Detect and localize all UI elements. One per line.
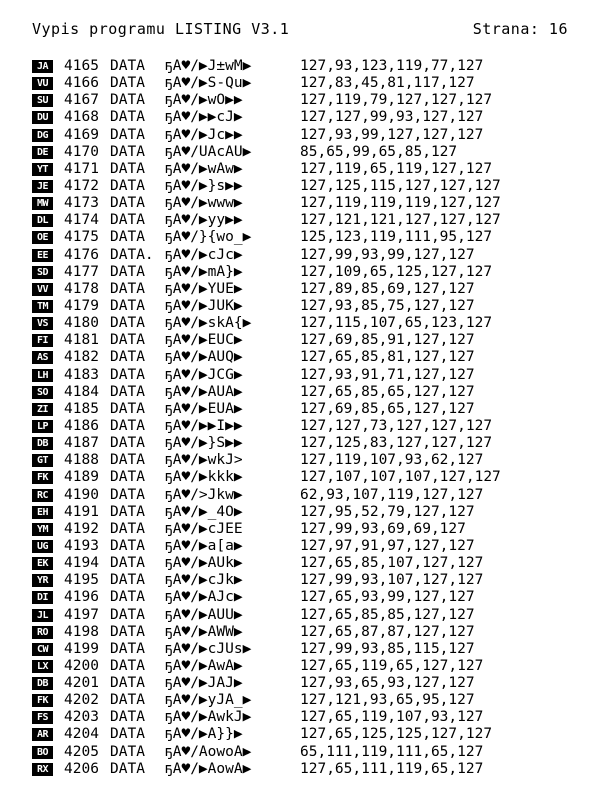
data-keyword: DATA [110,400,145,417]
data-keyword: DATA [110,75,145,92]
data-keyword: DATA [110,383,145,400]
line-number: 4182 [64,349,99,366]
encoded-string: ҕA♥/▶YUE▶ [164,280,243,297]
listing-line [32,332,592,349]
checksum-badge: SD [32,266,53,279]
checksum-badge: EK [32,557,53,570]
listing-line [32,538,592,555]
data-values: 127,99,93,99,127,127 [300,246,475,263]
data-keyword: DATA [110,709,145,726]
encoded-string: ҕA♥/AowoA▶ [164,743,252,760]
listing-line [32,127,592,144]
checksum-badge: DG [32,129,53,142]
data-values: 127,109,65,125,127,127 [300,263,493,280]
data-keyword: DATA [110,332,145,349]
line-number: 4198 [64,623,99,640]
line-number: 4191 [64,503,99,520]
line-number: 4201 [64,675,99,692]
line-number: 4165 [64,58,99,74]
encoded-string: ҕA♥/▶mA}▶ [164,263,243,280]
checksum-badge: LP [32,420,53,433]
data-values: 127,93,85,75,127,127 [300,297,475,314]
data-keyword: DATA [110,366,145,383]
data-values: 127,99,93,107,127,127 [300,572,484,589]
data-values: 127,93,65,93,127,127 [300,675,475,692]
data-values: 127,65,93,99,127,127 [300,589,475,606]
listing-line [32,589,592,606]
checksum-badge: VS [32,317,53,330]
data-values: 127,127,73,127,127,127 [300,417,493,434]
data-values: 127,95,52,79,127,127 [300,503,475,520]
page-header [32,20,568,42]
encoded-string: ҕA♥/▶Jc▶▶ [164,126,243,143]
encoded-string: ҕA♥/▶EUC▶ [164,332,243,349]
data-keyword: DATA [110,212,145,229]
data-keyword: DATA [110,417,145,434]
listing-line [32,298,592,315]
data-values: 62,93,107,119,127,127 [300,486,484,503]
checksum-badge: YM [32,523,53,536]
data-keyword: DATA [110,92,145,109]
line-number: 4200 [64,657,99,674]
line-number: 4186 [64,417,99,434]
encoded-string: ҕA♥/▶JCG▶ [164,366,243,383]
data-values: 127,69,85,65,127,127 [300,400,475,417]
data-values: 127,119,65,119,127,127 [300,160,493,177]
line-number: 4205 [64,743,99,760]
data-keyword: DATA [110,743,145,760]
data-values: 85,65,99,65,85,127 [300,143,458,160]
data-values: 127,93,123,119,77,127 [300,58,484,74]
line-number: 4183 [64,366,99,383]
line-number: 4197 [64,606,99,623]
listing-line [32,229,592,246]
listing-line [32,401,592,418]
listing-line [32,504,592,521]
checksum-badge: TM [32,300,53,313]
line-number: 4174 [64,212,99,229]
checksum-badge: SU [32,94,53,107]
listing-line [32,709,592,726]
data-keyword: DATA [110,520,145,537]
encoded-string: ҕA♥/▶}s▶▶ [164,177,243,194]
data-values: 127,121,93,65,95,127 [300,692,475,709]
line-number: 4193 [64,537,99,554]
data-values: 127,89,85,69,127,127 [300,280,475,297]
listing-line [32,435,592,452]
listing-line [32,75,592,92]
data-values: 125,123,119,111,95,127 [300,229,493,246]
listing-line [32,384,592,401]
data-values: 127,119,119,119,127,127 [300,195,501,212]
listing-lines [32,58,592,778]
listing-line [32,469,592,486]
data-keyword: DATA [110,349,145,366]
listing-line [32,92,592,109]
checksum-badge: AS [32,351,53,364]
listing-line [32,761,592,778]
data-keyword: DATA [110,640,145,657]
encoded-string: ҕA♥/▶kkk▶ [164,469,243,486]
encoded-string: ҕA♥/▶AwA▶ [164,657,243,674]
listing-line [32,109,592,126]
encoded-string: ҕA♥/▶AUA▶ [164,383,243,400]
line-number: 4199 [64,640,99,657]
checksum-badge: DL [32,214,53,227]
encoded-string: ҕA♥/▶AUk▶ [164,555,243,572]
listing-title: Vypis programu LISTING V3.1 [32,20,290,38]
data-values: 127,69,85,91,127,127 [300,332,475,349]
listing-line [32,418,592,435]
checksum-badge: RX [32,763,53,776]
data-values: 127,107,107,107,127,127 [300,469,501,486]
data-keyword: DATA [110,623,145,640]
checksum-badge: JA [32,60,53,73]
line-number: 4195 [64,572,99,589]
line-number: 4206 [64,760,99,777]
listing-line [32,726,592,743]
data-values: 127,121,121,127,127,127 [300,212,501,229]
listing-line [32,675,592,692]
encoded-string: ҕA♥/▶▶I▶▶ [164,417,243,434]
data-keyword: DATA. [110,246,154,263]
data-keyword: DATA [110,537,145,554]
data-keyword: DATA [110,452,145,469]
checksum-badge: SO [32,386,53,399]
listing-line [32,212,592,229]
checksum-badge: AR [32,728,53,741]
data-values: 127,65,85,65,127,127 [300,383,475,400]
checksum-badge: FK [32,694,53,707]
listing-line [32,247,592,264]
data-keyword: DATA [110,143,145,160]
checksum-badge: EH [32,506,53,519]
encoded-string: ҕA♥/▶A}}▶ [164,726,243,743]
encoded-string: ҕA♥/▶AWW▶ [164,623,243,640]
checksum-badge: EE [32,249,53,262]
data-keyword: DATA [110,572,145,589]
listing-line [32,178,592,195]
listing-line [32,281,592,298]
checksum-badge: DU [32,111,53,124]
data-values: 127,97,91,97,127,127 [300,537,475,554]
encoded-string: ҕA♥/▶a[a▶ [164,537,243,554]
data-values: 65,111,119,111,65,127 [300,743,484,760]
data-values: 127,93,99,127,127,127 [300,126,484,143]
encoded-string: ҕA♥/▶AUU▶ [164,606,243,623]
data-keyword: DATA [110,760,145,777]
data-values: 127,125,115,127,127,127 [300,177,501,194]
line-number: 4192 [64,520,99,537]
listing-line [32,452,592,469]
data-keyword: DATA [110,589,145,606]
checksum-badge: LH [32,369,53,382]
data-values: 127,119,107,93,62,127 [300,452,484,469]
data-values: 127,99,93,69,69,127 [300,520,466,537]
data-values: 127,99,93,85,115,127 [300,640,475,657]
line-number: 4171 [64,160,99,177]
data-keyword: DATA [110,263,145,280]
line-number: 4184 [64,383,99,400]
line-number: 4175 [64,229,99,246]
checksum-badge: BO [32,746,53,759]
data-values: 127,65,111,119,65,127 [300,760,484,777]
checksum-badge: DB [32,677,53,690]
data-keyword: DATA [110,435,145,452]
listing-line [32,607,592,624]
listing-line [32,367,592,384]
checksum-badge: MW [32,197,53,210]
checksum-badge: FK [32,471,53,484]
line-number: 4173 [64,195,99,212]
listing-line [32,315,592,332]
listing-line [32,658,592,675]
data-values: 127,65,119,107,93,127 [300,709,484,726]
encoded-string: ҕA♥/▶JAJ▶ [164,675,243,692]
checksum-badge: VV [32,283,53,296]
data-keyword: DATA [110,486,145,503]
line-number: 4170 [64,143,99,160]
data-values: 127,65,87,87,127,127 [300,623,475,640]
checksum-badge: DI [32,591,53,604]
data-values: 127,127,99,93,127,127 [300,109,484,126]
encoded-string: ҕA♥/▶cJEE [164,520,243,537]
encoded-string: ҕA♥/UAcAU▶ [164,143,252,160]
encoded-string: ҕA♥/▶AowA▶ [164,760,252,777]
data-values: 127,115,107,65,123,127 [300,315,493,332]
data-values: 127,65,119,65,127,127 [300,657,484,674]
checksum-badge: ZI [32,403,53,416]
line-number: 4202 [64,692,99,709]
listing-line [32,349,592,366]
line-number: 4185 [64,400,99,417]
data-keyword: DATA [110,469,145,486]
listing-line [32,641,592,658]
checksum-badge: FS [32,711,53,724]
data-keyword: DATA [110,657,145,674]
data-keyword: DATA [110,177,145,194]
checksum-badge: OE [32,231,53,244]
line-number: 4189 [64,469,99,486]
line-number: 4181 [64,332,99,349]
line-number: 4176 [64,246,99,263]
encoded-string: ҕA♥/▶JUK▶ [164,297,243,314]
data-keyword: DATA [110,606,145,623]
encoded-string: ҕA♥/▶AUQ▶ [164,349,243,366]
encoded-string: ҕA♥/>Jkw▶ [164,486,243,503]
checksum-badge: DB [32,437,53,450]
checksum-badge: CW [32,643,53,656]
data-keyword: DATA [110,503,145,520]
encoded-string: ҕA♥/▶wkJ> [164,452,243,469]
encoded-string: ҕA♥/▶skA{▶ [164,315,252,332]
data-keyword: DATA [110,726,145,743]
checksum-badge: JE [32,180,53,193]
line-number: 4169 [64,126,99,143]
listing-line [32,195,592,212]
encoded-string: ҕA♥/▶}S▶▶ [164,435,243,452]
encoded-string: ҕA♥/▶cJc▶ [164,246,243,263]
line-number: 4168 [64,109,99,126]
encoded-string: ҕA♥/}{wo_▶ [164,229,252,246]
encoded-string: ҕA♥/▶▶cJ▶ [164,109,243,126]
line-number: 4188 [64,452,99,469]
encoded-string: ҕA♥/▶cJUs▶ [164,640,252,657]
listing-line [32,692,592,709]
encoded-string: ҕA♥/▶S-Qu▶ [164,75,252,92]
listing-line [32,161,592,178]
data-keyword: DATA [110,280,145,297]
data-keyword: DATA [110,109,145,126]
listing-line [32,555,592,572]
checksum-badge: LX [32,660,53,673]
listing-line [32,487,592,504]
listing-line [32,624,592,641]
checksum-badge: UG [32,540,53,553]
line-number: 4187 [64,435,99,452]
data-keyword: DATA [110,692,145,709]
checksum-badge: YR [32,574,53,587]
data-values: 127,65,85,81,127,127 [300,349,475,366]
checksum-badge: FI [32,334,53,347]
encoded-string: ҕA♥/▶EUA▶ [164,400,243,417]
data-keyword: DATA [110,160,145,177]
encoded-string: ҕA♥/▶_4O▶ [164,503,243,520]
data-values: 127,65,85,85,127,127 [300,606,475,623]
encoded-string: ҕA♥/▶www▶ [164,195,243,212]
data-keyword: DATA [110,58,145,74]
line-number: 4172 [64,177,99,194]
line-number: 4190 [64,486,99,503]
line-number: 4179 [64,297,99,314]
data-values: 127,119,79,127,127,127 [300,92,493,109]
checksum-badge: JL [32,609,53,622]
data-values: 127,125,83,127,127,127 [300,435,493,452]
line-number: 4203 [64,709,99,726]
data-keyword: DATA [110,675,145,692]
line-number: 4178 [64,280,99,297]
encoded-string: ҕA♥/▶wO▶▶ [164,92,243,109]
data-keyword: DATA [110,195,145,212]
line-number: 4204 [64,726,99,743]
line-number: 4166 [64,75,99,92]
listing-line [32,264,592,281]
checksum-badge: GT [32,454,53,467]
line-number: 4196 [64,589,99,606]
page-number: Strana: 16 [472,20,568,38]
checksum-badge: DE [32,146,53,159]
data-values: 127,65,85,107,127,127 [300,555,484,572]
checksum-badge: RC [32,489,53,502]
encoded-string: ҕA♥/▶J±wM▶ [164,58,252,74]
listing-line [32,144,592,161]
data-keyword: DATA [110,315,145,332]
line-number: 4180 [64,315,99,332]
listing-line [32,58,592,75]
encoded-string: ҕA♥/▶AJc▶ [164,589,243,606]
data-values: 127,65,125,125,127,127 [300,726,493,743]
encoded-string: ҕA♥/▶yy▶▶ [164,212,243,229]
checksum-badge: RO [32,626,53,639]
encoded-string: ҕA♥/▶yJA_▶ [164,692,252,709]
data-keyword: DATA [110,555,145,572]
data-values: 127,93,91,71,127,127 [300,366,475,383]
line-number: 4194 [64,555,99,572]
encoded-string: ҕA♥/▶wAw▶ [164,160,243,177]
data-keyword: DATA [110,297,145,314]
listing-line [32,572,592,589]
listing-line [32,744,592,761]
checksum-badge: VU [32,77,53,90]
data-values: 127,83,45,81,117,127 [300,75,475,92]
line-number: 4177 [64,263,99,280]
data-keyword: DATA [110,229,145,246]
listing-line [32,521,592,538]
checksum-badge: YT [32,163,53,176]
line-number: 4167 [64,92,99,109]
encoded-string: ҕA♥/▶AwkJ▶ [164,709,252,726]
data-keyword: DATA [110,126,145,143]
encoded-string: ҕA♥/▶cJk▶ [164,572,243,589]
